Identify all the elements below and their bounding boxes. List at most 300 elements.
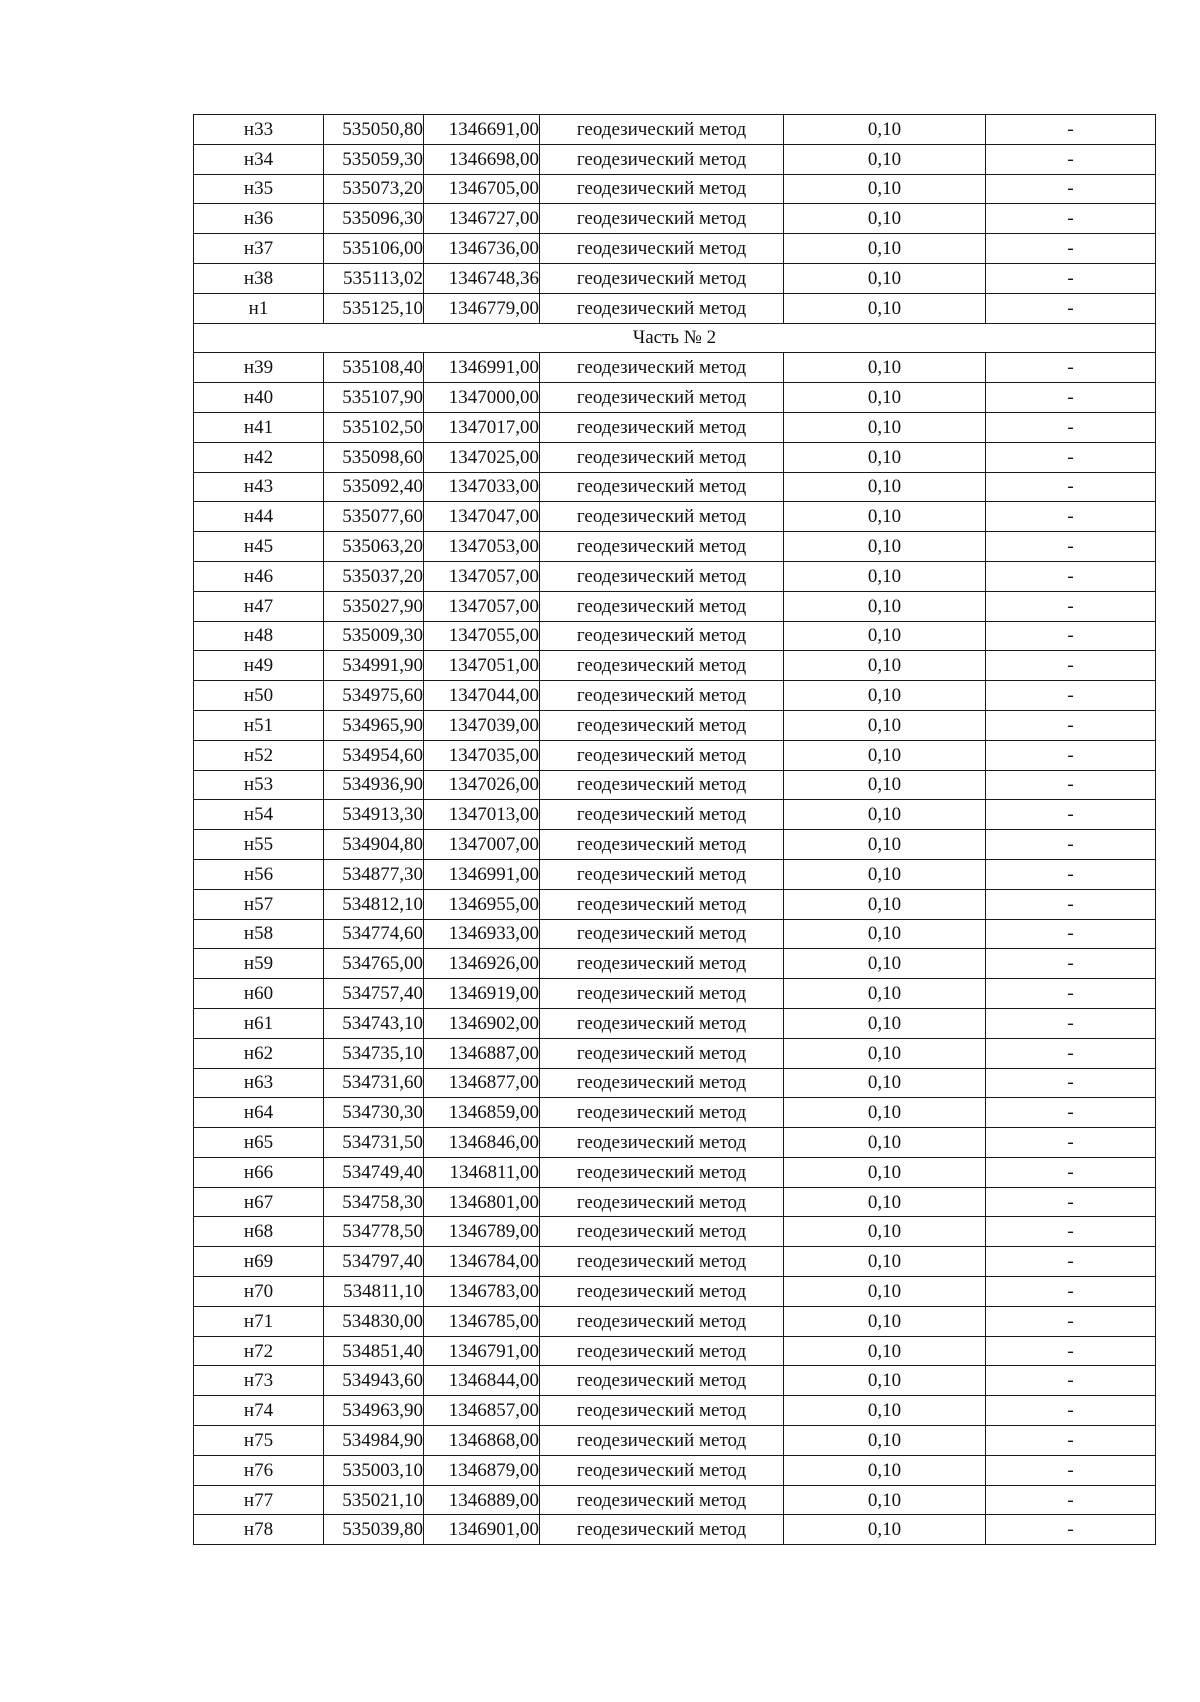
method-cell: геодезический метод <box>540 1277 784 1307</box>
point-name-cell: н60 <box>194 979 324 1009</box>
method-cell: геодезический метод <box>540 1426 784 1456</box>
description-cell: - <box>986 800 1156 830</box>
accuracy-cell: 0,10 <box>784 1128 986 1158</box>
description-cell: - <box>986 770 1156 800</box>
description-cell: - <box>986 412 1156 442</box>
description-cell: - <box>986 1306 1156 1336</box>
accuracy-cell: 0,10 <box>784 979 986 1009</box>
table-row <box>194 830 1156 860</box>
point-name-cell: н51 <box>194 710 324 740</box>
method-cell: геодезический метод <box>540 1098 784 1128</box>
coord-x-cell: 534954,60 <box>324 740 424 770</box>
description-cell: - <box>986 979 1156 1009</box>
coord-x-cell: 534851,40 <box>324 1336 424 1366</box>
description-cell: - <box>986 949 1156 979</box>
coordinates-section-a <box>194 115 1156 324</box>
coord-y-cell: 1346919,00 <box>424 979 540 1009</box>
description-cell: - <box>986 115 1156 145</box>
table-row <box>194 1008 1156 1038</box>
accuracy-cell: 0,10 <box>784 591 986 621</box>
coord-x-cell: 535108,40 <box>324 353 424 383</box>
coord-y-cell: 1346887,00 <box>424 1038 540 1068</box>
accuracy-cell: 0,10 <box>784 263 986 293</box>
coord-x-cell: 535092,40 <box>324 472 424 502</box>
coord-y-cell: 1347007,00 <box>424 830 540 860</box>
point-name-cell: н39 <box>194 353 324 383</box>
accuracy-cell: 0,10 <box>784 770 986 800</box>
coord-y-cell: 1347044,00 <box>424 681 540 711</box>
coord-x-cell: 535096,30 <box>324 204 424 234</box>
table-row <box>194 174 1156 204</box>
point-name-cell: н40 <box>194 383 324 413</box>
description-cell: - <box>986 1277 1156 1307</box>
coord-y-cell: 1346705,00 <box>424 174 540 204</box>
accuracy-cell: 0,10 <box>784 949 986 979</box>
table-row <box>194 979 1156 1009</box>
method-cell: геодезический метод <box>540 561 784 591</box>
point-name-cell: н54 <box>194 800 324 830</box>
accuracy-cell: 0,10 <box>784 1485 986 1515</box>
coord-y-cell: 1346748,36 <box>424 263 540 293</box>
coord-x-cell: 535125,10 <box>324 293 424 323</box>
coord-y-cell: 1346783,00 <box>424 1277 540 1307</box>
coord-x-cell: 534765,00 <box>324 949 424 979</box>
accuracy-cell: 0,10 <box>784 1277 986 1307</box>
coord-x-cell: 534963,90 <box>324 1396 424 1426</box>
method-cell: геодезический метод <box>540 1128 784 1158</box>
coord-y-cell: 1346736,00 <box>424 234 540 264</box>
table-row <box>194 1187 1156 1217</box>
coord-x-cell: 534984,90 <box>324 1426 424 1456</box>
description-cell: - <box>986 1515 1156 1545</box>
point-name-cell: н71 <box>194 1306 324 1336</box>
point-name-cell: н43 <box>194 472 324 502</box>
accuracy-cell: 0,10 <box>784 1366 986 1396</box>
point-name-cell: н52 <box>194 740 324 770</box>
description-cell: - <box>986 561 1156 591</box>
accuracy-cell: 0,10 <box>784 115 986 145</box>
table-row <box>194 949 1156 979</box>
coord-y-cell: 1346844,00 <box>424 1366 540 1396</box>
description-cell: - <box>986 1038 1156 1068</box>
table-row <box>194 681 1156 711</box>
accuracy-cell: 0,10 <box>784 889 986 919</box>
coord-x-cell: 534758,30 <box>324 1187 424 1217</box>
method-cell: геодезический метод <box>540 889 784 919</box>
table-row <box>194 591 1156 621</box>
coord-y-cell: 1346857,00 <box>424 1396 540 1426</box>
coord-y-cell: 1346727,00 <box>424 204 540 234</box>
method-cell: геодезический метод <box>540 919 784 949</box>
description-cell: - <box>986 1485 1156 1515</box>
table-row <box>194 144 1156 174</box>
table-row <box>194 889 1156 919</box>
description-cell: - <box>986 1187 1156 1217</box>
method-cell: геодезический метод <box>540 115 784 145</box>
accuracy-cell: 0,10 <box>784 1098 986 1128</box>
coord-x-cell: 534975,60 <box>324 681 424 711</box>
method-cell: геодезический метод <box>540 1068 784 1098</box>
accuracy-cell: 0,10 <box>784 532 986 562</box>
table-row <box>194 502 1156 532</box>
coord-y-cell: 1346789,00 <box>424 1217 540 1247</box>
accuracy-cell: 0,10 <box>784 412 986 442</box>
accuracy-cell: 0,10 <box>784 1187 986 1217</box>
description-cell: - <box>986 263 1156 293</box>
coord-x-cell: 535106,00 <box>324 234 424 264</box>
coord-y-cell: 1347057,00 <box>424 561 540 591</box>
point-name-cell: н75 <box>194 1426 324 1456</box>
accuracy-cell: 0,10 <box>784 144 986 174</box>
point-name-cell: н36 <box>194 204 324 234</box>
table-row <box>194 234 1156 264</box>
coord-y-cell: 1346991,00 <box>424 859 540 889</box>
method-cell: геодезический метод <box>540 591 784 621</box>
method-cell: геодезический метод <box>540 383 784 413</box>
coord-x-cell: 534830,00 <box>324 1306 424 1336</box>
coord-x-cell: 534731,60 <box>324 1068 424 1098</box>
method-cell: геодезический метод <box>540 710 784 740</box>
description-cell: - <box>986 1128 1156 1158</box>
method-cell: геодезический метод <box>540 472 784 502</box>
coord-y-cell: 1347025,00 <box>424 442 540 472</box>
description-cell: - <box>986 710 1156 740</box>
table-row <box>194 1336 1156 1366</box>
coordinates-table <box>193 114 1156 1545</box>
point-name-cell: н70 <box>194 1277 324 1307</box>
accuracy-cell: 0,10 <box>784 1247 986 1277</box>
description-cell: - <box>986 919 1156 949</box>
coord-y-cell: 1346879,00 <box>424 1455 540 1485</box>
table-row <box>194 651 1156 681</box>
point-name-cell: н55 <box>194 830 324 860</box>
table-row <box>194 1068 1156 1098</box>
accuracy-cell: 0,10 <box>784 830 986 860</box>
point-name-cell: н48 <box>194 621 324 651</box>
coord-y-cell: 1347047,00 <box>424 502 540 532</box>
table-row <box>194 353 1156 383</box>
part-title: Часть № 2 <box>194 323 1156 353</box>
accuracy-cell: 0,10 <box>784 681 986 711</box>
point-name-cell: н33 <box>194 115 324 145</box>
coord-x-cell: 534735,10 <box>324 1038 424 1068</box>
accuracy-cell: 0,10 <box>784 651 986 681</box>
point-name-cell: н34 <box>194 144 324 174</box>
table-row <box>194 1455 1156 1485</box>
method-cell: геодезический метод <box>540 1396 784 1426</box>
description-cell: - <box>986 1098 1156 1128</box>
description-cell: - <box>986 532 1156 562</box>
method-cell: геодезический метод <box>540 681 784 711</box>
point-name-cell: н45 <box>194 532 324 562</box>
coord-y-cell: 1346991,00 <box>424 353 540 383</box>
description-cell: - <box>986 1008 1156 1038</box>
description-cell: - <box>986 204 1156 234</box>
coord-y-cell: 1346889,00 <box>424 1485 540 1515</box>
table-row <box>194 442 1156 472</box>
point-name-cell: н53 <box>194 770 324 800</box>
coord-y-cell: 1346955,00 <box>424 889 540 919</box>
description-cell: - <box>986 442 1156 472</box>
description-cell: - <box>986 293 1156 323</box>
point-name-cell: н1 <box>194 293 324 323</box>
coord-x-cell: 534743,10 <box>324 1008 424 1038</box>
accuracy-cell: 0,10 <box>784 502 986 532</box>
table-row <box>194 1485 1156 1515</box>
method-cell: геодезический метод <box>540 144 784 174</box>
table-row <box>194 1366 1156 1396</box>
part-header <box>194 323 1156 353</box>
table-row <box>194 710 1156 740</box>
point-name-cell: н37 <box>194 234 324 264</box>
method-cell: геодезический метод <box>540 830 784 860</box>
coord-x-cell: 534774,60 <box>324 919 424 949</box>
table-row <box>194 800 1156 830</box>
table-row <box>194 1128 1156 1158</box>
table-row <box>194 561 1156 591</box>
coord-x-cell: 535107,90 <box>324 383 424 413</box>
coord-x-cell: 534936,90 <box>324 770 424 800</box>
coord-y-cell: 1346691,00 <box>424 115 540 145</box>
method-cell: геодезический метод <box>540 1038 784 1068</box>
table-row <box>194 472 1156 502</box>
point-name-cell: н49 <box>194 651 324 681</box>
coord-x-cell: 534812,10 <box>324 889 424 919</box>
point-name-cell: н78 <box>194 1515 324 1545</box>
accuracy-cell: 0,10 <box>784 1336 986 1366</box>
method-cell: геодезический метод <box>540 204 784 234</box>
coord-y-cell: 1347000,00 <box>424 383 540 413</box>
method-cell: геодезический метод <box>540 174 784 204</box>
description-cell: - <box>986 681 1156 711</box>
coord-y-cell: 1346784,00 <box>424 1247 540 1277</box>
method-cell: геодезический метод <box>540 949 784 979</box>
accuracy-cell: 0,10 <box>784 1157 986 1187</box>
description-cell: - <box>986 1217 1156 1247</box>
table-row <box>194 532 1156 562</box>
point-name-cell: н74 <box>194 1396 324 1426</box>
coord-x-cell: 535037,20 <box>324 561 424 591</box>
coord-y-cell: 1347033,00 <box>424 472 540 502</box>
point-name-cell: н58 <box>194 919 324 949</box>
coord-x-cell: 534730,30 <box>324 1098 424 1128</box>
accuracy-cell: 0,10 <box>784 383 986 413</box>
table-row <box>194 263 1156 293</box>
accuracy-cell: 0,10 <box>784 204 986 234</box>
coord-x-cell: 535027,90 <box>324 591 424 621</box>
method-cell: геодезический метод <box>540 1336 784 1366</box>
description-cell: - <box>986 502 1156 532</box>
point-name-cell: н64 <box>194 1098 324 1128</box>
coord-x-cell: 535063,20 <box>324 532 424 562</box>
coord-x-cell: 535021,10 <box>324 1485 424 1515</box>
method-cell: геодезический метод <box>540 263 784 293</box>
description-cell: - <box>986 234 1156 264</box>
accuracy-cell: 0,10 <box>784 1455 986 1485</box>
table-row <box>194 115 1156 145</box>
coord-x-cell: 535039,80 <box>324 1515 424 1545</box>
description-cell: - <box>986 174 1156 204</box>
method-cell: геодезический метод <box>540 1247 784 1277</box>
coord-y-cell: 1346801,00 <box>424 1187 540 1217</box>
point-name-cell: н41 <box>194 412 324 442</box>
table-row <box>194 1426 1156 1456</box>
point-name-cell: н72 <box>194 1336 324 1366</box>
description-cell: - <box>986 383 1156 413</box>
coord-x-cell: 535113,02 <box>324 263 424 293</box>
coord-y-cell: 1347051,00 <box>424 651 540 681</box>
table-row <box>194 1038 1156 1068</box>
point-name-cell: н35 <box>194 174 324 204</box>
description-cell: - <box>986 830 1156 860</box>
description-cell: - <box>986 1157 1156 1187</box>
accuracy-cell: 0,10 <box>784 353 986 383</box>
table-row <box>194 919 1156 949</box>
table-row <box>194 859 1156 889</box>
accuracy-cell: 0,10 <box>784 919 986 949</box>
point-name-cell: н66 <box>194 1157 324 1187</box>
table-row <box>194 1247 1156 1277</box>
coord-x-cell: 534877,30 <box>324 859 424 889</box>
table-row <box>194 770 1156 800</box>
coord-x-cell: 534778,50 <box>324 1217 424 1247</box>
document-page <box>193 114 1155 1545</box>
coord-y-cell: 1347039,00 <box>424 710 540 740</box>
table-row <box>194 1098 1156 1128</box>
accuracy-cell: 0,10 <box>784 561 986 591</box>
coord-x-cell: 535009,30 <box>324 621 424 651</box>
description-cell: - <box>986 1455 1156 1485</box>
description-cell: - <box>986 472 1156 502</box>
accuracy-cell: 0,10 <box>784 1426 986 1456</box>
coord-y-cell: 1346901,00 <box>424 1515 540 1545</box>
point-name-cell: н57 <box>194 889 324 919</box>
point-name-cell: н44 <box>194 502 324 532</box>
coord-x-cell: 535102,50 <box>324 412 424 442</box>
method-cell: геодезический метод <box>540 1157 784 1187</box>
coord-x-cell: 534913,30 <box>324 800 424 830</box>
coord-y-cell: 1346791,00 <box>424 1336 540 1366</box>
coord-x-cell: 535077,60 <box>324 502 424 532</box>
point-name-cell: н76 <box>194 1455 324 1485</box>
coord-x-cell: 535098,60 <box>324 442 424 472</box>
coord-x-cell: 534965,90 <box>324 710 424 740</box>
coord-y-cell: 1346902,00 <box>424 1008 540 1038</box>
table-row <box>194 1217 1156 1247</box>
coord-x-cell: 534991,90 <box>324 651 424 681</box>
method-cell: геодезический метод <box>540 740 784 770</box>
accuracy-cell: 0,10 <box>784 472 986 502</box>
description-cell: - <box>986 1068 1156 1098</box>
coord-y-cell: 1346859,00 <box>424 1098 540 1128</box>
point-name-cell: н69 <box>194 1247 324 1277</box>
method-cell: геодезический метод <box>540 1008 784 1038</box>
table-row <box>194 1396 1156 1426</box>
coord-y-cell: 1346877,00 <box>424 1068 540 1098</box>
method-cell: геодезический метод <box>540 979 784 1009</box>
method-cell: геодезический метод <box>540 770 784 800</box>
description-cell: - <box>986 144 1156 174</box>
point-name-cell: н73 <box>194 1366 324 1396</box>
description-cell: - <box>986 1396 1156 1426</box>
point-name-cell: н77 <box>194 1485 324 1515</box>
point-name-cell: н67 <box>194 1187 324 1217</box>
coord-y-cell: 1346868,00 <box>424 1426 540 1456</box>
coord-y-cell: 1347017,00 <box>424 412 540 442</box>
point-name-cell: н62 <box>194 1038 324 1068</box>
table-row <box>194 1306 1156 1336</box>
accuracy-cell: 0,10 <box>784 800 986 830</box>
method-cell: геодезический метод <box>540 412 784 442</box>
table-row <box>194 1515 1156 1545</box>
coord-x-cell: 534757,40 <box>324 979 424 1009</box>
method-cell: геодезический метод <box>540 1455 784 1485</box>
method-cell: геодезический метод <box>540 293 784 323</box>
description-cell: - <box>986 353 1156 383</box>
method-cell: геодезический метод <box>540 800 784 830</box>
method-cell: геодезический метод <box>540 1366 784 1396</box>
point-name-cell: н56 <box>194 859 324 889</box>
coord-y-cell: 1347035,00 <box>424 740 540 770</box>
coord-y-cell: 1347053,00 <box>424 532 540 562</box>
description-cell: - <box>986 591 1156 621</box>
method-cell: геодезический метод <box>540 1485 784 1515</box>
accuracy-cell: 0,10 <box>784 1038 986 1068</box>
coord-y-cell: 1346779,00 <box>424 293 540 323</box>
method-cell: геодезический метод <box>540 1187 784 1217</box>
point-name-cell: н47 <box>194 591 324 621</box>
coord-y-cell: 1346811,00 <box>424 1157 540 1187</box>
method-cell: геодезический метод <box>540 1217 784 1247</box>
method-cell: геодезический метод <box>540 532 784 562</box>
method-cell: геодезический метод <box>540 1306 784 1336</box>
accuracy-cell: 0,10 <box>784 1515 986 1545</box>
coord-x-cell: 534797,40 <box>324 1247 424 1277</box>
method-cell: геодезический метод <box>540 651 784 681</box>
table-row <box>194 1277 1156 1307</box>
table-row <box>194 412 1156 442</box>
coord-x-cell: 535003,10 <box>324 1455 424 1485</box>
coord-y-cell: 1346698,00 <box>424 144 540 174</box>
coord-x-cell: 535050,80 <box>324 115 424 145</box>
description-cell: - <box>986 621 1156 651</box>
coord-y-cell: 1347057,00 <box>424 591 540 621</box>
description-cell: - <box>986 651 1156 681</box>
accuracy-cell: 0,10 <box>784 710 986 740</box>
coord-x-cell: 534904,80 <box>324 830 424 860</box>
point-name-cell: н38 <box>194 263 324 293</box>
accuracy-cell: 0,10 <box>784 740 986 770</box>
point-name-cell: н63 <box>194 1068 324 1098</box>
description-cell: - <box>986 1366 1156 1396</box>
accuracy-cell: 0,10 <box>784 174 986 204</box>
point-name-cell: н46 <box>194 561 324 591</box>
description-cell: - <box>986 889 1156 919</box>
coord-x-cell: 534943,60 <box>324 1366 424 1396</box>
description-cell: - <box>986 740 1156 770</box>
accuracy-cell: 0,10 <box>784 621 986 651</box>
point-name-cell: н61 <box>194 1008 324 1038</box>
table-row <box>194 740 1156 770</box>
method-cell: геодезический метод <box>540 1515 784 1545</box>
accuracy-cell: 0,10 <box>784 1396 986 1426</box>
table-row <box>194 293 1156 323</box>
table-row <box>194 204 1156 234</box>
coord-y-cell: 1347013,00 <box>424 800 540 830</box>
method-cell: геодезический метод <box>540 353 784 383</box>
description-cell: - <box>986 1247 1156 1277</box>
point-name-cell: н65 <box>194 1128 324 1158</box>
